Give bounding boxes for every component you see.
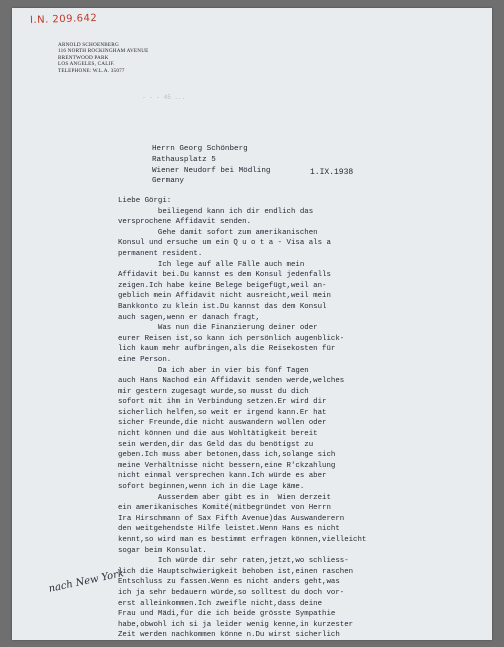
body-line: erst alleinkommen.Ich zweifle nicht,dass deine [118, 599, 323, 608]
body-line: sicher Freunde,die nicht auswandern wollen oder [118, 419, 327, 428]
letter-body [118, 196, 478, 640]
body-line: Was nun die Finanzierung deiner oder [118, 324, 318, 333]
body-line: lich die Hauptschwierigkeit behoben ist,einen raschen [118, 567, 354, 576]
letter-page [12, 8, 492, 640]
body-line: ein amerikanisches Komité(mitbegründet von Herrn [118, 504, 331, 513]
letterhead-line: ARNOLD SCHOENBERG [58, 42, 119, 48]
body-line: sogar beim Konsulat. [118, 546, 207, 555]
body-line: Da ich aber in vier bis fünf Tagen [118, 366, 309, 375]
address-line: Rathausplatz 5 [152, 155, 216, 164]
body-line: sicherlich helfen,so weit er irgend kann.Er hat [118, 408, 327, 417]
body-line: versprochene Affidavit senden. [118, 218, 252, 227]
letterhead-line: TELEPHONE: W.L.A. 35077 [58, 67, 125, 74]
body-line: sein werden,dir das Geld das du benötigst zu [118, 440, 314, 449]
body-line: permanent resident. [118, 249, 203, 258]
body-line: zeigen.Ich habe keine Belege beigefügt,weil an- [118, 281, 327, 290]
body-line: Ich lege auf alle Fälle auch mein [118, 260, 305, 269]
body-line: auch Hans Nachod ein Affidavit senden werde,welches [118, 377, 345, 386]
faint-watermark: - - - 45 ... [142, 94, 186, 101]
recipient-address [152, 144, 270, 187]
body-line: Frau und Mädi,für die ich beide grösste Sympathie [118, 610, 336, 619]
body-line: lich kaum mehr aufbringen,als die Reisekosten für [118, 345, 336, 354]
body-line: Entschluss zu fassen.Wenn es nicht anders geht,was [118, 578, 340, 587]
body-line: Gehe damit sofort zum amerikanischen [118, 228, 318, 237]
body-line: kennt,so wird man es bestimmt erfragen können,vielleicht [118, 536, 367, 544]
body-line: sofort beginnen,wenn ich in die Lage käme. [118, 483, 305, 492]
body-line: Konsul und ersuche um ein Q u o t a - Visa als a [118, 239, 331, 248]
body-line: sofort mit ihm in Verbindung setzen.Er wird dir [118, 398, 327, 407]
address-line: Germany [152, 177, 184, 186]
body-line: nicht können und die aus Wohltätigkeit bereit [118, 430, 318, 439]
body-line: Affidavit bei.Du kannst es dem Konsul jedenfalls [118, 271, 331, 280]
body-line: auch sagen,wenn er danach fragt, [118, 313, 260, 322]
body-line: mir gestern zugesagt wurde,so musst du dich [118, 387, 309, 396]
letter-date: 1.IX.1938 [310, 168, 354, 177]
body-line: beiliegend kann ich dir endlich das [118, 207, 314, 216]
body-line: Ich würde dir sehr raten,jetzt,wo schliess- [118, 557, 349, 566]
body-line: Ausserdem aber gibt es in Wien derzeit [118, 493, 331, 502]
body-line: Bankkonto zu klein ist.Du kannst das dem Konsul [118, 302, 327, 311]
body-line: geblich mein Affidavit nicht ausreicht,weil mein [118, 292, 331, 301]
body-line: geben.Ich muss aber betonen,dass ich,solange sich [118, 451, 336, 460]
body-line: ich ja sehr bedauern würde,so solltest du doch vor- [118, 588, 345, 597]
body-line: habe,obwohl ich si ja leider wenig kenne,in kurzester [118, 620, 354, 629]
body-line: Liebe Görgi: [118, 197, 172, 205]
letterhead [58, 42, 149, 74]
body-line: meine Verhältnisse nicht bessern,eine R'ckzahlung [118, 461, 336, 470]
letterhead-line: BRENTWOOD PARK [58, 54, 109, 61]
letterhead-line: 116 NORTH ROCKINGHAM AVENUE [58, 48, 149, 55]
body-line: Zeit werden nachkommen könne n.Du wirst sicherlich [118, 631, 340, 640]
body-line: Ira Hirschmann of Sax Fifth Avenue)das Auswanderern [118, 514, 345, 523]
archive-number: I.N. 209.642 [29, 12, 98, 27]
body-line: den weitgehendste Hilfe leistet.Wenn Hans es nicht [118, 525, 340, 534]
body-line: eine Person. [118, 355, 172, 364]
address-line: Herrn Georg Schönberg [152, 145, 248, 153]
address-line: Wiener Neudorf bei Mödling [152, 166, 271, 175]
letterhead-line: LOS ANGELES, CALIF. [58, 61, 115, 68]
body-line: eurer Reisen ist,so kann ich persönlich augenblick- [118, 334, 345, 343]
handwritten-note: nach New York [47, 568, 125, 595]
body-line: nicht einmal versprechen kann.Ich würde es aber [118, 472, 327, 481]
